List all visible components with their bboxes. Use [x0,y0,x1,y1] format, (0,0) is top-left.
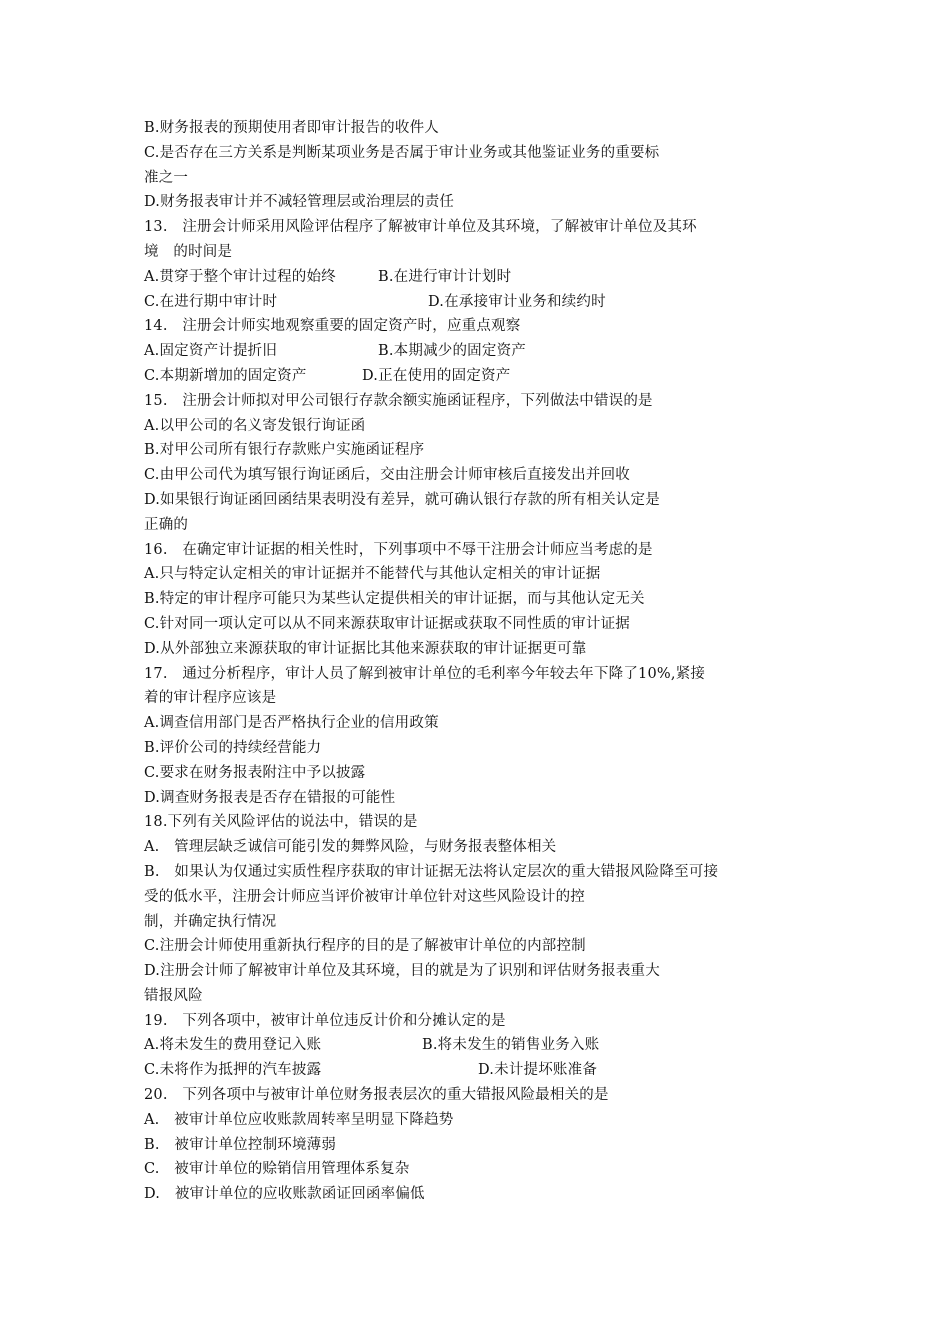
q19-options-cd [144,1058,824,1083]
q20-option-d: D. 被审计单位的应收账款函证回函率偏低 [144,1186,425,1203]
q16-option-c: C.针对同一项认定可以从不同来源获取审计证据或获取不同性质的审计证据 [144,615,630,632]
q13-options-ab [144,265,824,290]
q19-option-c: C.未将作为抵押的汽车披露 [144,1062,322,1079]
q12-option-c-cont: 准之一 [144,169,189,186]
q17-stem-cont: 着的审计程序应该是 [144,690,277,707]
q15-option-d-cont: 正确的 [144,516,189,533]
q14-option-a: A.固定资产计提折旧 [144,343,278,360]
q16-option-a: A.只与特定认定相关的审计证据并不能替代与其他认定相关的审计证据 [144,566,601,583]
q12-option-b: B.财务报表的预期使用者即审计报告的收件人 [144,120,439,136]
q13-option-d: D.在承接审计业务和续约时 [428,293,606,310]
q17-option-c: C.要求在财务报表附注中予以披露 [144,764,366,781]
q14-options-ab [144,339,824,364]
q18-option-a: A. 管理层缺乏诚信可能引发的舞弊风险，与财务报表整体相关 [144,839,557,856]
q13-option-c: C.在进行期中审计时 [144,293,278,310]
q19-options-ab [144,1033,824,1058]
q20-option-a: A. 被审计单位应收账款周转率呈明显下降趋势 [144,1111,454,1128]
q17-option-b: B.评价公司的持续经营能力 [144,739,322,756]
q15-option-d: D.如果银行询证函回函结果表明没有差异，就可确认银行存款的所有相关认定是 [144,491,660,508]
q15-stem: 15. 注册会计师拟对甲公司银行存款余额实施函证程序，下列做法中错误的是 [144,392,653,409]
q14-option-d: D.正在使用的固定资产 [362,367,511,384]
q14-options-cd [144,364,824,389]
q15-option-a: A.以甲公司的名义寄发银行询证函 [144,417,366,434]
q13-stem: 13. 注册会计师采用风险评估程序了解被审计单位及其环境，了解被审计单位及其环 [144,219,697,236]
q12-option-d: D.财务报表审计并不减轻管理层或治理层的责任 [144,194,455,211]
q18-option-b-cont2: 制，并确定执行情况 [144,913,277,930]
q19-option-a: A.将未发生的费用登记入账 [144,1037,322,1054]
q19-stem: 19. 下列各项中，被审计单位违反计价和分摊认定的是 [144,1012,506,1029]
q12-option-c: C.是否存在三方关系是判断某项业务是否属于审计业务或其他鉴证业务的重要标 [144,144,660,161]
q14-option-b: B.本期减少的固定资产 [378,343,526,360]
q18-option-d-cont: 错报风险 [144,987,203,1004]
q19-option-d: D.未计提坏账准备 [478,1062,598,1079]
q18-option-b: B. 如果认为仅通过实质性程序获取的审计证据无法将认定层次的重大错报风险降至可接 [144,863,719,880]
q17-option-a: A.调查信用部门是否严格执行企业的信用政策 [144,715,439,732]
q18-stem: 18.下列有关风险评估的说法中，错误的是 [144,814,418,831]
q13-options-cd [144,290,824,315]
q16-option-b: B.特定的审计程序可能只为某些认定提供相关的审计证据，而与其他认定无关 [144,591,645,608]
q18-option-c: C.注册会计师使用重新执行程序的目的是了解被审计单位的内部控制 [144,938,586,955]
q20-option-c: C. 被审计单位的赊销信用管理体系复杂 [144,1161,410,1178]
q20-option-b: B. 被审计单位控制环境薄弱 [144,1136,337,1153]
q18-option-b-cont: 受的低水平，注册会计师应当评价被审计单位针对这些风险设计的控 [144,888,585,905]
q15-option-c: C.由甲公司代为填写银行询证函后，交由注册会计师审核后直接发出并回收 [144,467,630,484]
q20-stem: 20. 下列各项中与被审计单位财务报表层次的重大错报风险最相关的是 [144,1087,609,1104]
q16-stem: 16. 在确定审计证据的相关性时，下列事项中不辱干注册会计师应当考虑的是 [144,541,653,558]
q14-option-c: C.本期新增加的固定资产 [144,367,307,384]
q13-stem-cont: 境 的时间是 [144,243,233,260]
q13-option-a: A.贯穿于整个审计过程的始终 [144,268,336,285]
q18-option-d: D.注册会计师了解被审计单位及其环境，目的就是为了识别和评估财务报表重大 [144,963,660,980]
q17-stem: 17. 通过分析程序，审计人员了解到被审计单位的毛利率今年较去年下降了10%,紧接 [144,665,706,682]
q14-stem: 14. 注册会计师实地观察重要的固定资产时，应重点观察 [144,318,521,335]
q19-option-b: B.将未发生的销售业务入账 [422,1037,600,1054]
q16-option-d: D.从外部独立来源获取的审计证据比其他来源获取的审计证据更可靠 [144,640,587,657]
q17-option-d: D.调查财务报表是否存在错报的可能性 [144,789,396,806]
q15-option-b: B.对甲公司所有银行存款账户实施函证程序 [144,442,425,459]
exam-questions [144,116,824,1207]
q13-option-b: B.在进行审计计划时 [378,268,512,285]
